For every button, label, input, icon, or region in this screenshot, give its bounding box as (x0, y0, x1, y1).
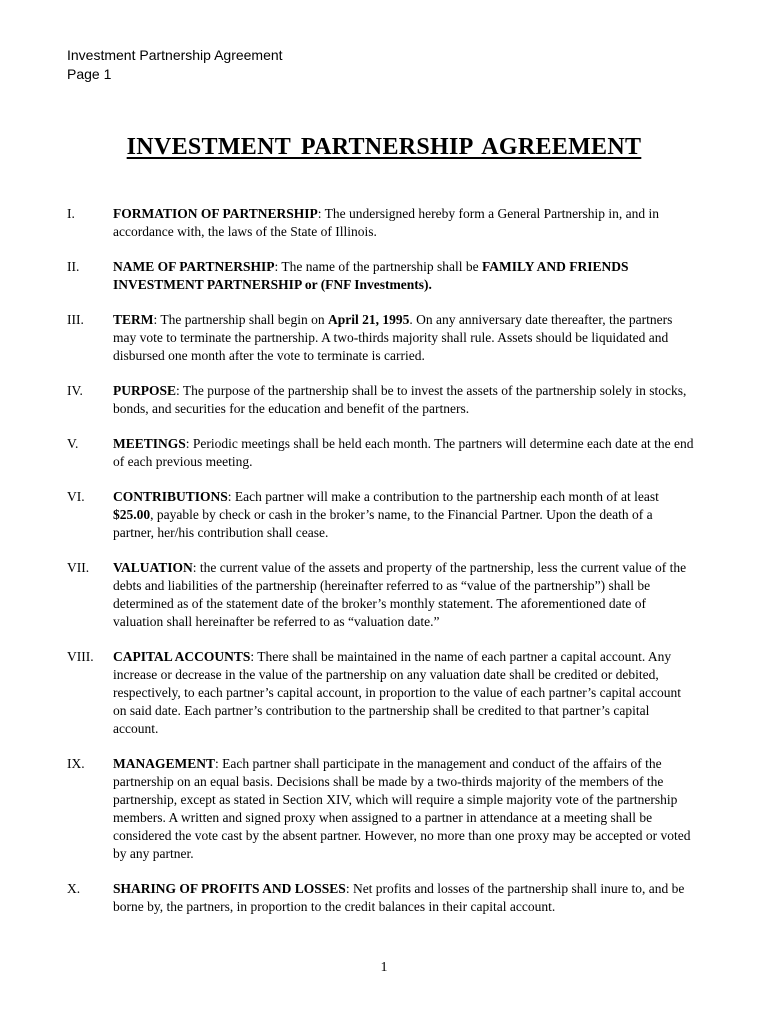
section-heading: FORMATION OF PARTNERSHIP (113, 206, 318, 221)
section-capital-accounts (67, 648, 697, 738)
section-text: : The partnership shall begin on (153, 312, 328, 327)
section-text: : Each partner shall participate in the management and conduct of the affairs of the partnership on an equal basis. Decisions shall be made by a two-thirds majority of the members of the partnership, except as stated in Section XIV, which will require a simple majority vote of the partnership members. A written and signed proxy when assigned to a partner in attendance at a meeting shall be considered the vote cast by the absent partner. However, no more than one proxy may be accepted or voted by any partner. (113, 756, 691, 861)
section-numeral: X. (67, 881, 81, 896)
section-heading: NAME OF PARTNERSHIP (113, 259, 275, 274)
header-page-label: Page 1 (67, 66, 112, 82)
section-heading: CAPITAL ACCOUNTS (113, 649, 251, 664)
section-heading: SHARING OF PROFITS AND LOSSES (113, 881, 346, 896)
section-body (113, 648, 697, 738)
section-purpose (67, 382, 697, 418)
section-heading: MEETINGS (113, 436, 186, 451)
header-document-name: Investment Partnership Agreement (67, 47, 283, 63)
section-numeral: IV. (67, 383, 83, 398)
section-numeral: V. (67, 436, 79, 451)
section-text: : Net profits and losses of the partnership shall inure to, and be borne by, the partners, in proportion to the credit balances in their capital account. (113, 881, 685, 914)
section-numeral: VI. (67, 489, 85, 504)
section-numeral: III. (67, 312, 84, 327)
section-body (113, 435, 697, 471)
section-formation (67, 205, 697, 241)
section-name (67, 258, 697, 294)
section-text: : The undersigned hereby form a General Partnership in, and in accordance with, the laws of the State of Illinois. (113, 206, 660, 239)
section-body (113, 880, 697, 916)
section-numeral: I. (67, 206, 75, 221)
section-numeral: VIII. (67, 649, 94, 664)
section-valuation (67, 559, 697, 631)
section-text: : The name of the partnership shall be (274, 259, 482, 274)
running-header (67, 46, 283, 84)
section-management (67, 755, 697, 863)
section-list (67, 205, 697, 933)
section-text: , payable by check or cash in the broker’s name, to the Financial Partner. Upon the death of a partner, her/his contribution shall cease. (113, 507, 653, 540)
section-heading: TERM (113, 312, 154, 327)
section-text: : Periodic meetings shall be held each month. The partners will determine each date at the end of each previous meeting. (113, 436, 694, 469)
section-text: : The purpose of the partnership shall be to invest the assets of the partnership solely in stocks, bonds, and securities for the education and benefit of the partners. (113, 383, 687, 416)
contribution-amount: $25.00 (113, 507, 151, 522)
section-numeral: II. (67, 259, 80, 274)
section-numeral: VII. (67, 560, 90, 575)
section-body (113, 205, 697, 241)
section-text: . On any anniversary date thereafter, the partners may vote to terminate the partnership. A two-thirds majority shall rule. Assets should be liquidated and disbursed one month after the vote to terminate is carried. (113, 312, 673, 363)
section-body (113, 258, 697, 294)
section-contributions (67, 488, 697, 542)
section-text: : There shall be maintained in the name of each partner a capital account. Any increase or decrease in the value of the partnership on any valuation date shall be credited or debited, respectively, to each partner’s capital account, in proportion to the value of each partner’s capital account on said date. Each partner’s contribution to the partnership shall be credited to that partner’s capital account. (113, 649, 682, 736)
section-heading: VALUATION (113, 560, 193, 575)
section-heading: CONTRIBUTIONS (113, 489, 228, 504)
section-body (113, 311, 697, 365)
section-body (113, 755, 697, 863)
start-date: April 21, 1995 (327, 312, 410, 327)
section-heading: PURPOSE (113, 383, 177, 398)
section-body (113, 559, 697, 631)
section-term (67, 311, 697, 365)
section-meetings (67, 435, 697, 471)
document-title: INVESTMENT PARTNERSHIP AGREEMENT (126, 134, 642, 160)
partnership-name: FAMILY AND FRIENDS INVESTMENT PARTNERSHIP or (FNF Investments). (113, 259, 629, 292)
section-numeral: IX. (67, 756, 85, 771)
page-number: 1 (380, 960, 388, 975)
section-heading: MANAGEMENT (113, 756, 215, 771)
section-body (113, 382, 697, 418)
section-body (113, 488, 697, 542)
section-text: : the current value of the assets and property of the partnership, less the current value of the debts and liabilities of the partnership (hereinafter referred to as “value of the partnership”) shall be determined as of the statement date of the broker’s monthly statement. The aforementioned date of valuation shall hereinafter be referred to as “valuation date.” (113, 560, 687, 629)
section-text: : Each partner will make a contribution to the partnership each month of at least (227, 489, 659, 504)
section-profits-losses (67, 880, 697, 916)
